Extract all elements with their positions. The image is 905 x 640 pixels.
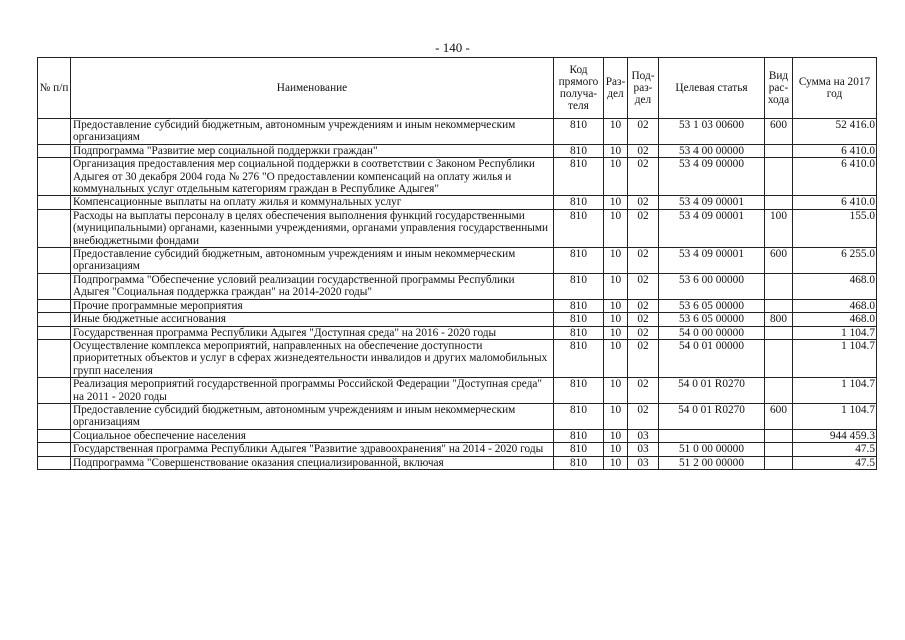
cell-code: 810 [554,196,604,209]
cell-section: 10 [604,313,628,326]
cell-sum: 155.0 [793,209,877,247]
cell-sum: 1 104.7 [793,339,877,377]
cell-section: 10 [604,429,628,442]
cell-code: 810 [554,313,604,326]
table-row [38,196,877,209]
table-row [38,158,877,196]
cell-target: 54 0 01 R0270 [659,378,765,404]
cell-name: Подпрограмма "Совершенствование оказания специализированной, включая [71,456,554,469]
column-header-target: Целевая статья [659,58,765,119]
table-row [38,339,877,377]
column-header-sum: Сумма на 2017 год [793,58,877,119]
cell-sum: 47.5 [793,443,877,456]
cell-code: 810 [554,209,604,247]
cell-expense [765,326,793,339]
cell-target: 53 6 05 00000 [659,299,765,312]
cell-sum: 52 416.0 [793,119,877,145]
cell-expense [765,196,793,209]
cell-target: 54 0 00 00000 [659,326,765,339]
cell-section: 10 [604,339,628,377]
cell-section: 10 [604,209,628,247]
cell-code: 810 [554,443,604,456]
cell-target: 53 6 00 00000 [659,273,765,299]
cell-expense [765,144,793,157]
cell-name: Компенсационные выплаты на оплату жилья и коммунальных услуг [71,196,554,209]
page-number: - 140 - [435,40,470,55]
table-row [38,403,877,429]
cell-target: 54 0 01 00000 [659,339,765,377]
cell-section: 10 [604,403,628,429]
cell-name: Иные бюджетные ассигнования [71,313,554,326]
cell-code: 810 [554,158,604,196]
cell-section: 10 [604,443,628,456]
cell-code: 810 [554,429,604,442]
cell-name: Предоставление субсидий бюджетным, автономным учреждениям и иным некоммерческим организациям [71,403,554,429]
cell-num [38,326,71,339]
cell-target: 53 1 03 00600 [659,119,765,145]
table-row [38,209,877,247]
cell-sum: 468.0 [793,313,877,326]
cell-target: 53 4 09 00000 [659,158,765,196]
cell-expense [765,339,793,377]
cell-num [38,273,71,299]
table-row [38,313,877,326]
cell-subsection: 02 [628,248,659,274]
cell-num [38,313,71,326]
cell-target [659,429,765,442]
cell-num [38,209,71,247]
cell-section: 10 [604,326,628,339]
cell-section: 10 [604,196,628,209]
cell-num [38,443,71,456]
budget-table [37,57,877,470]
cell-num [38,299,71,312]
cell-target: 53 4 09 00001 [659,196,765,209]
cell-target: 53 4 09 00001 [659,248,765,274]
table-row [38,299,877,312]
cell-subsection: 03 [628,456,659,469]
cell-section: 10 [604,378,628,404]
cell-subsection: 02 [628,378,659,404]
column-header-code: Код прямого получа-теля [554,58,604,119]
cell-num [38,403,71,429]
table-row [38,119,877,145]
cell-sum: 6 410.0 [793,196,877,209]
cell-expense [765,273,793,299]
table-row [38,144,877,157]
cell-section: 10 [604,248,628,274]
cell-num [38,248,71,274]
cell-num [38,456,71,469]
cell-subsection: 02 [628,403,659,429]
cell-section: 10 [604,144,628,157]
cell-expense: 600 [765,119,793,145]
cell-expense: 600 [765,248,793,274]
table-row [38,443,877,456]
table-row [38,273,877,299]
cell-sum: 468.0 [793,299,877,312]
cell-subsection: 02 [628,119,659,145]
cell-expense [765,456,793,469]
cell-num [38,196,71,209]
cell-name: Прочие программные мероприятия [71,299,554,312]
cell-name: Государственная программа Республики Адыгея "Доступная среда" на 2016 - 2020 годы [71,326,554,339]
cell-code: 810 [554,339,604,377]
table-row [38,456,877,469]
cell-subsection: 02 [628,326,659,339]
cell-name: Предоставление субсидий бюджетным, автономным учреждениям и иным некоммерческим организациям [71,119,554,145]
cell-sum: 47.5 [793,456,877,469]
cell-target: 51 0 00 00000 [659,443,765,456]
cell-expense: 800 [765,313,793,326]
cell-subsection: 02 [628,339,659,377]
cell-name: Подпрограмма "Обеспечение условий реализации государственной программы Республики Адыгея "Социальная поддержка граждан" на 2014-2020 годы" [71,273,554,299]
cell-target: 53 4 00 00000 [659,144,765,157]
cell-num [38,339,71,377]
cell-section: 10 [604,299,628,312]
table-row [38,378,877,404]
column-header-name: Наименование [71,58,554,119]
cell-section: 10 [604,273,628,299]
cell-code: 810 [554,378,604,404]
cell-code: 810 [554,144,604,157]
cell-target: 51 2 00 00000 [659,456,765,469]
cell-code: 810 [554,403,604,429]
cell-name: Расходы на выплаты персоналу в целях обеспечения выполнения функций государственными (муниципальными) органами, казенными учреждениями, органами управления государственными внебюджетными фондами [71,209,554,247]
cell-name: Осуществление комплекса мероприятий, направленных на обеспечение доступности приоритетных объектов и услуг в сферах жизнедеятельности инвалидов и других маломобильных групп населения [71,339,554,377]
cell-sum: 6 410.0 [793,144,877,157]
table-row [38,326,877,339]
cell-expense: 600 [765,403,793,429]
cell-name: Реализация мероприятий государственной программы Российской Федерации "Доступная среда" на 2011 - 2020 годы [71,378,554,404]
cell-sum: 468.0 [793,273,877,299]
cell-num [38,378,71,404]
cell-expense [765,378,793,404]
cell-expense [765,299,793,312]
cell-subsection: 02 [628,158,659,196]
cell-section: 10 [604,119,628,145]
cell-expense [765,443,793,456]
cell-section: 10 [604,456,628,469]
cell-target: 53 4 09 00001 [659,209,765,247]
cell-num [38,119,71,145]
cell-subsection: 02 [628,209,659,247]
cell-num [38,158,71,196]
cell-num [38,144,71,157]
cell-code: 810 [554,456,604,469]
cell-section: 10 [604,158,628,196]
cell-sum: 1 104.7 [793,403,877,429]
cell-subsection: 02 [628,144,659,157]
cell-code: 810 [554,273,604,299]
column-header-section: Раз-дел [604,58,628,119]
cell-num [38,429,71,442]
cell-subsection: 03 [628,429,659,442]
cell-target: 53 6 05 00000 [659,313,765,326]
cell-code: 810 [554,119,604,145]
table-row [38,429,877,442]
cell-subsection: 03 [628,443,659,456]
cell-sum: 6 410.0 [793,158,877,196]
cell-subsection: 02 [628,273,659,299]
cell-name: Подпрограмма "Развитие мер социальной поддержки граждан" [71,144,554,157]
cell-name: Предоставление субсидий бюджетным, автономным учреждениям и иным некоммерческим организациям [71,248,554,274]
cell-expense [765,429,793,442]
cell-code: 810 [554,299,604,312]
cell-name: Государственная программа Республики Адыгея "Развитие здравоохранения" на 2014 - 2020 годы [71,443,554,456]
cell-subsection: 02 [628,196,659,209]
cell-sum: 1 104.7 [793,378,877,404]
table-row [38,248,877,274]
cell-expense [765,158,793,196]
column-header-num: № п/п [38,58,71,119]
cell-name: Организация предоставления мер социальной поддержки в соответствии с Законом Республики Адыгея от 30 декабря 2004 года № 276 "О предоставлении компенсаций на оплату жилья и коммунальных услуг отдельным категориям граждан в Республике Адыгея" [71,158,554,196]
cell-target: 54 0 01 R0270 [659,403,765,429]
header-row [38,58,877,119]
cell-subsection: 02 [628,299,659,312]
cell-name: Социальное обеспечение населения [71,429,554,442]
column-header-subsection: Под-раз-дел [628,58,659,119]
cell-code: 810 [554,248,604,274]
cell-code: 810 [554,326,604,339]
column-header-expense: Вид рас-хода [765,58,793,119]
cell-subsection: 02 [628,313,659,326]
cell-sum: 6 255.0 [793,248,877,274]
cell-sum: 944 459.3 [793,429,877,442]
cell-sum: 1 104.7 [793,326,877,339]
cell-expense: 100 [765,209,793,247]
